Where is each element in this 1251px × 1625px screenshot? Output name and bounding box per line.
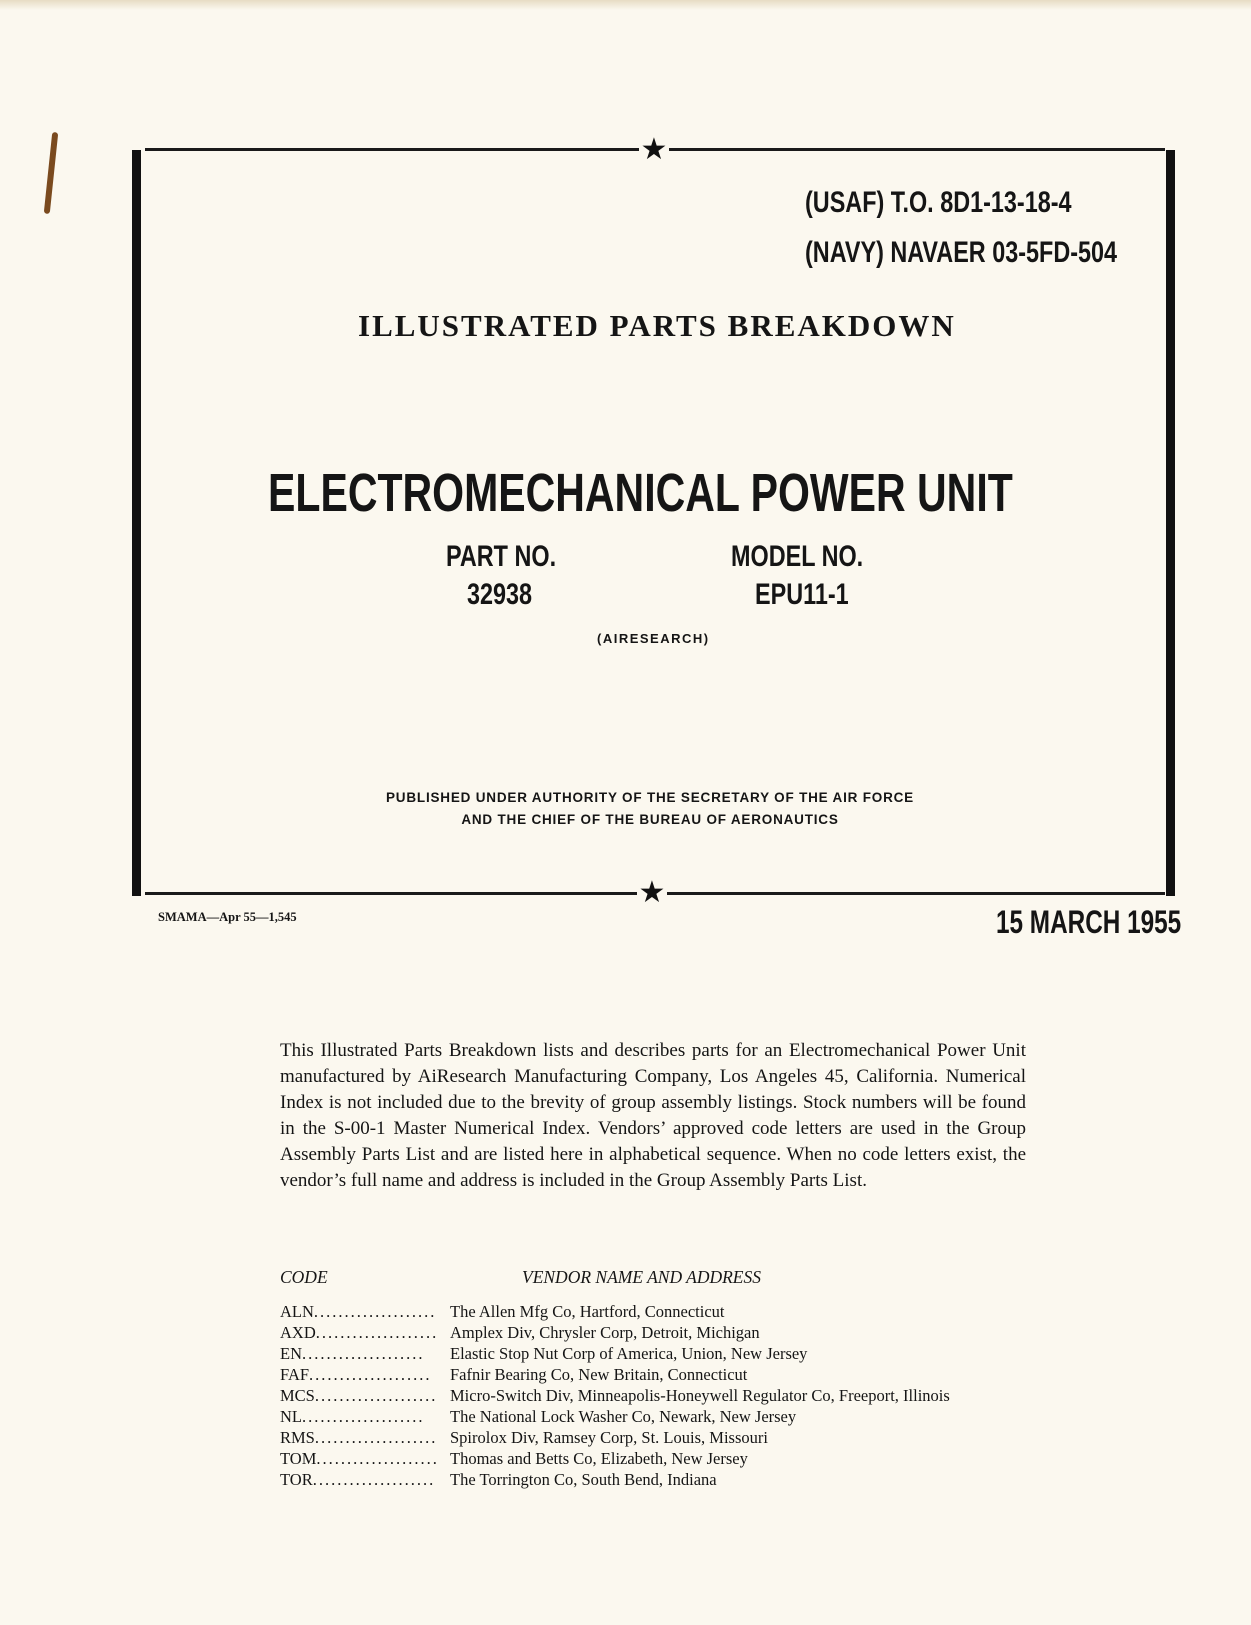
document-heading: ILLUSTRATED PARTS BREAKDOWN [358,308,956,343]
tech-order-usaf: (USAF) T.O. 8D1-13-18-4 [805,186,1072,219]
vendor-row [280,1427,950,1448]
vendor-name: Fafnir Bearing Co, New Britain, Connecticut [450,1365,748,1384]
vendor-name: The Torrington Co, South Bend, Indiana [450,1470,717,1489]
manufacturer: (AIRESEARCH) [597,631,710,646]
vendor-code: AXD [280,1323,316,1342]
vendor-name: The National Lock Washer Co, Newark, New Jersey [450,1407,797,1426]
authority-line-1: PUBLISHED UNDER AUTHORITY OF THE SECRETARY OF THE AIR FORCE [386,790,914,805]
vendor-code: MCS [280,1386,315,1405]
vendor-row [280,1385,950,1406]
part-no-value: 32938 [467,578,533,611]
part-no-label: PART NO. [446,540,557,573]
vendor-code-header: CODE [280,1267,328,1287]
vendor-code: EN [280,1344,302,1363]
vendor-row [280,1301,950,1322]
authority-line-2: AND THE CHIEF OF THE BUREAU OF AERONAUTICS [461,812,839,827]
leader-dots: .................... [312,1470,436,1489]
vendor-code: RMS [280,1428,315,1447]
publication-date: 15 MARCH 1955 [996,904,1182,940]
vendor-name: The Allen Mfg Co, Hartford, Connecticut [450,1302,725,1321]
leader-dots: .................... [309,1365,432,1384]
vendor-row [280,1448,950,1469]
vendor-name: Elastic Stop Nut Corp of America, Union, New Jersey [450,1344,808,1363]
leader-dots: .................... [315,1323,439,1342]
vendor-row [280,1343,950,1364]
model-no-value: EPU11-1 [755,578,849,611]
vendor-code: FAF [280,1365,310,1384]
vendor-code: NL [280,1407,302,1426]
vendor-row [280,1406,950,1427]
intro-text: This Illustrated Parts Breakdown lists and describes parts for an Electromechanical Power Unit manufactured by AiResearch Manufacturing Company, Los Angeles 45, California. Numerical Index is not included due to the brevity of group assembly listings. Stock numbers will be found in the S-00-1 Master Numerical Index. Vendors’ approved code letters are used in the Group Assembly Parts List and are listed here in alphabetical sequence. When no code letters exist, the vendor’s full name and address is included in the Group Assembly Parts List. [280,1040,1026,1191]
model-no-label: MODEL NO. [731,540,864,573]
vendor-row [280,1322,950,1343]
intro-paragraph [280,1038,1026,1194]
vendor-code: ALN [280,1302,314,1321]
star-icon: ★ [638,876,666,909]
vendor-name-header: VENDOR NAME AND ADDRESS [522,1267,761,1287]
frame-left-bar [132,150,141,896]
vendor-name: Thomas and Betts Co, Elizabeth, New Jersey [450,1449,748,1468]
star-icon: ★ [640,133,668,166]
vendor-list [280,1301,950,1490]
leader-dots: .................... [314,1386,438,1405]
vendor-name: Micro-Switch Div, Minneapolis-Honeywell Regulator Co, Freeport, Illinois [450,1386,950,1405]
staple-mark [44,132,59,214]
vendor-code: TOM [280,1449,317,1468]
vendor-row [280,1364,950,1385]
vendor-name: Amplex Div, Chrysler Corp, Detroit, Michigan [450,1323,760,1342]
vendor-row [280,1469,950,1490]
leader-dots: .................... [314,1428,438,1447]
leader-dots: .................... [302,1344,425,1363]
leader-dots: .................... [316,1449,439,1468]
page-edge-stain [0,0,1251,10]
print-code: SMAMA—Apr 55—1,545 [158,910,297,924]
document-title: ELECTROMECHANICAL POWER UNIT [268,463,1013,523]
vendor-name: Spirolox Div, Ramsey Corp, St. Louis, Missouri [450,1428,768,1447]
vendor-code: TOR [280,1470,313,1489]
frame-right-bar [1166,150,1175,896]
tech-order-navy: (NAVY) NAVAER 03-5FD-504 [805,236,1118,269]
leader-dots: .................... [313,1302,437,1321]
leader-dots: .................... [302,1407,425,1426]
